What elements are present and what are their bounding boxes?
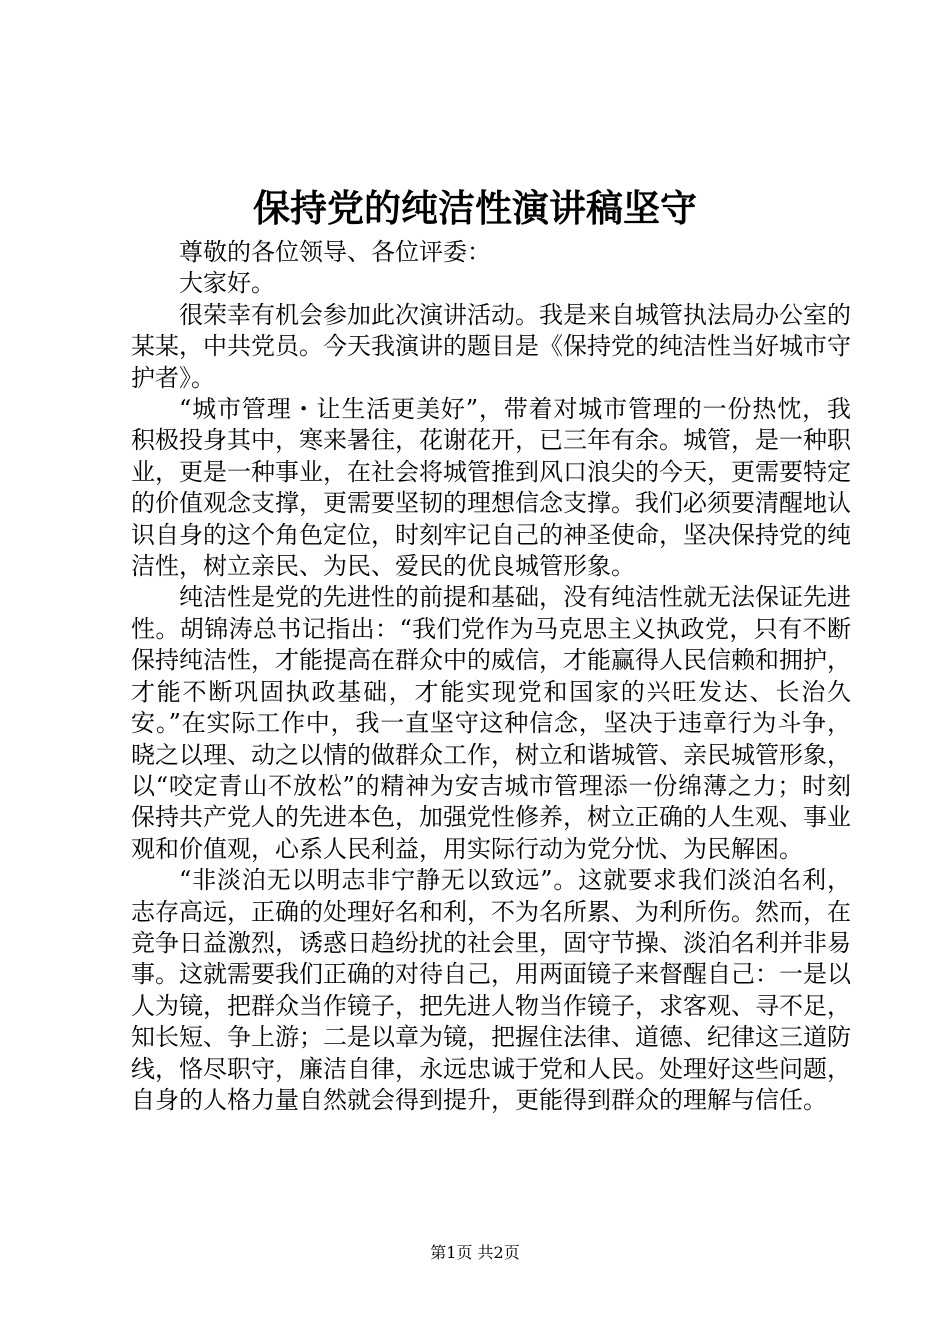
- paragraph-indifference: “非淡泊无以明志非宁静无以致远”。这就要求我们淡泊名利，志存高远，正确的处理好名和利，不为名所累、为利所伤。然而，在竞争日益激烈，诱惑日趋纷扰的社会里，固守节操、淡泊名利并非易事。这就需要我们正确的对待自己，用两面镜子来督醒自己：一是以人为镜，把群众当作镜子，把先进人物当作镜子，求客观、寻不足，知长短、争上游；二是以章为镜，把握住法律、道德、纪律这三道防线，恪尽职守，廉洁自律，永远忠诚于党和人民。处理好这些问题，自身的人格力量自然就会得到提升，更能得到群众的理解与信任。: [131, 866, 851, 1114]
- paragraph-purity: 纯洁性是党的先进性的前提和基础，没有纯洁性就无法保证先进性。胡锦涛总书记指出：“我们党作为马克思主义执政党，只有不断保持纯洁性，才能提高在群众中的威信，才能赢得人民信赖和拥护，才能不断巩固执政基础，才能实现党和国家的兴旺发达、长治久安。”在实际工作中，我一直坚守这种信念，坚决于违章行为斗争，晓之以理、动之以情的做群众工作，树立和谐城管、亲民城管形象，以“咬定青山不放松”的精神为安吉城市管理添一份绵薄之力；时刻保持共产党人的先进本色，加强党性修养，树立正确的人生观、事业观和价值观，心系人民利益，用实际行动为党分忧、为民解困。: [131, 583, 851, 863]
- salutation: 尊敬的各位领导、各位评委：: [179, 238, 491, 266]
- document-title: 保持党的纯洁性演讲稿坚守: [253, 186, 697, 230]
- paragraph-intro: 很荣幸有机会参加此次演讲活动。我是来自城管执法局办公室的某某，中共党员。今天我演讲的题目是《保持党的纯洁性当好城市守护者》。: [131, 300, 851, 392]
- greeting: 大家好。: [179, 269, 275, 298]
- page-footer: 第1页 共2页: [430, 1243, 520, 1262]
- paragraph-city-management: “城市管理・让生活更美好”，带着对城市管理的一份热忱，我积极投身其中，寒来暑往，花谢花开，已三年有余。城管，是一种职业，更是一种事业，在社会将城管推到风口浪尖的今天，更需要特定的价值观念支撑，更需要坚韧的理想信念支撑。我们必须要清醒地认识自身的这个角色定位，时刻牢记自己的神圣使命，坚决保持党的纯洁性，树立亲民、为民、爱民的优良城管形象。: [131, 395, 851, 581]
- document-body: [131, 237, 851, 1116]
